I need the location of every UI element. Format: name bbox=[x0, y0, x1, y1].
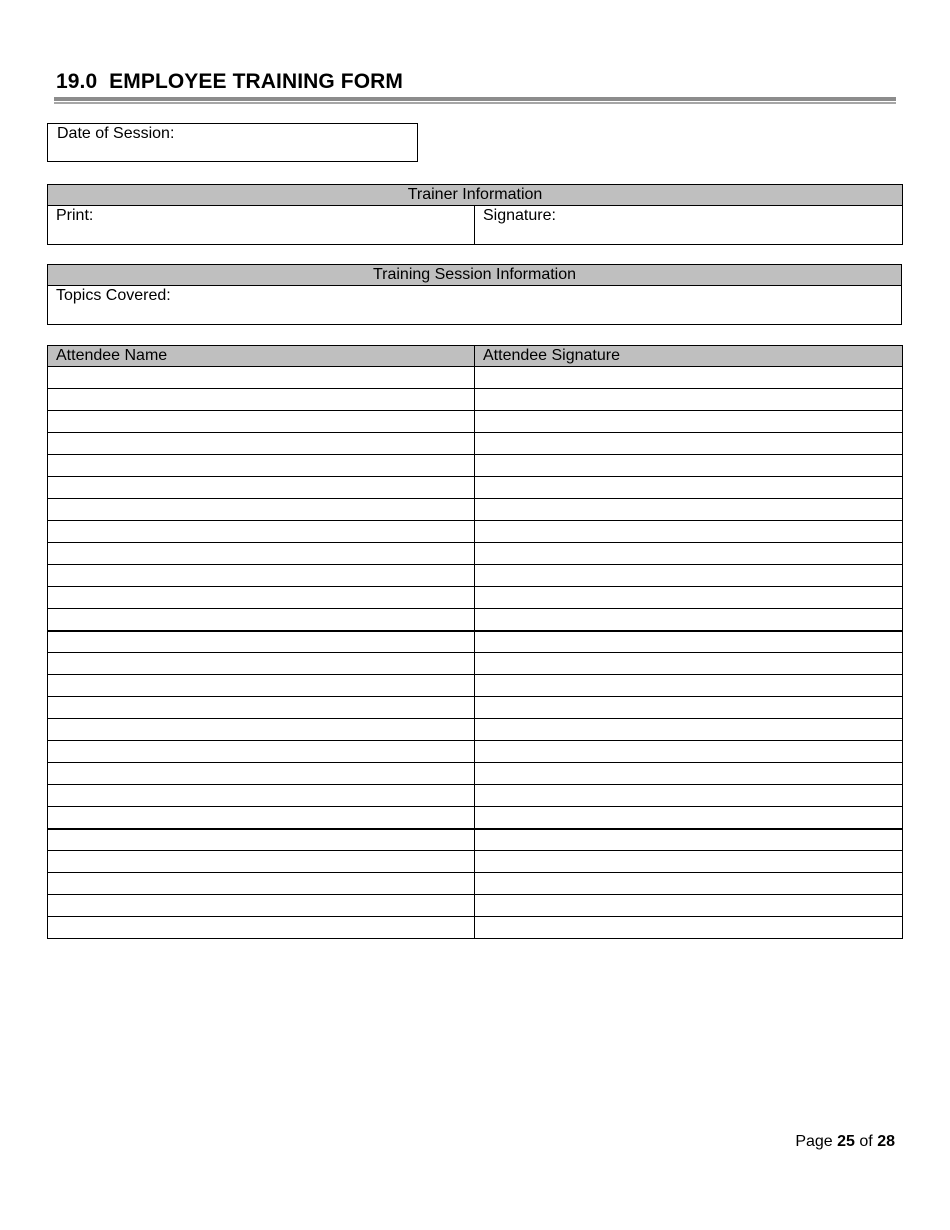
attendee-signature-cell[interactable] bbox=[475, 895, 903, 917]
attendee-row bbox=[48, 917, 903, 939]
attendee-name-cell[interactable] bbox=[48, 763, 475, 785]
attendee-row bbox=[48, 389, 903, 411]
attendee-row bbox=[48, 653, 903, 675]
attendee-signature-cell[interactable] bbox=[475, 521, 903, 543]
attendee-name-cell[interactable] bbox=[48, 697, 475, 719]
attendee-row bbox=[48, 697, 903, 719]
attendee-name-cell[interactable] bbox=[48, 411, 475, 433]
attendee-signature-cell[interactable] bbox=[475, 499, 903, 521]
attendee-name-cell[interactable] bbox=[48, 851, 475, 873]
page-title: 19.0 EMPLOYEE TRAINING FORM bbox=[56, 70, 404, 93]
attendee-row bbox=[48, 411, 903, 433]
date-of-session-label: Date of Session: bbox=[57, 125, 175, 142]
attendee-name-cell[interactable] bbox=[48, 565, 475, 587]
attendee-name-cell[interactable] bbox=[48, 741, 475, 763]
attendee-signature-cell[interactable] bbox=[475, 543, 903, 565]
attendee-name-cell[interactable] bbox=[48, 433, 475, 455]
attendee-row bbox=[48, 367, 903, 389]
page-total: 28 bbox=[877, 1133, 895, 1150]
trainer-information-table bbox=[47, 184, 903, 245]
attendee-name-cell[interactable] bbox=[48, 367, 475, 389]
attendee-row bbox=[48, 785, 903, 807]
attendee-signature-cell[interactable] bbox=[475, 587, 903, 609]
attendee-row bbox=[48, 587, 903, 609]
attendee-signature-cell[interactable] bbox=[475, 631, 903, 653]
attendee-name-cell[interactable] bbox=[48, 543, 475, 565]
attendee-signature-cell[interactable] bbox=[475, 873, 903, 895]
attendee-name-cell[interactable] bbox=[48, 785, 475, 807]
attendee-signature-column-header: Attendee Signature bbox=[475, 346, 903, 367]
training-session-table bbox=[47, 264, 902, 325]
attendee-row bbox=[48, 499, 903, 521]
attendee-signature-cell[interactable] bbox=[475, 807, 903, 829]
attendee-signature-cell[interactable] bbox=[475, 829, 903, 851]
attendee-row bbox=[48, 829, 903, 851]
attendee-row bbox=[48, 433, 903, 455]
attendee-row bbox=[48, 565, 903, 587]
attendee-name-cell[interactable] bbox=[48, 653, 475, 675]
attendee-row bbox=[48, 543, 903, 565]
attendee-name-cell[interactable] bbox=[48, 895, 475, 917]
trainer-print-label: Print: bbox=[56, 207, 94, 224]
of-word: of bbox=[859, 1133, 873, 1150]
attendee-signature-cell[interactable] bbox=[475, 741, 903, 763]
attendee-signature-cell[interactable] bbox=[475, 411, 903, 433]
training-session-header: Training Session Information bbox=[48, 265, 902, 286]
attendee-row bbox=[48, 455, 903, 477]
attendee-signature-cell[interactable] bbox=[475, 917, 903, 939]
attendee-name-cell[interactable] bbox=[48, 917, 475, 939]
attendee-name-cell[interactable] bbox=[48, 587, 475, 609]
attendee-signature-cell[interactable] bbox=[475, 851, 903, 873]
attendee-signature-cell[interactable] bbox=[475, 367, 903, 389]
title-rule bbox=[54, 97, 896, 101]
attendee-name-cell[interactable] bbox=[48, 719, 475, 741]
attendee-row bbox=[48, 609, 903, 631]
attendee-signature-cell[interactable] bbox=[475, 697, 903, 719]
attendee-name-cell[interactable] bbox=[48, 609, 475, 631]
attendee-row bbox=[48, 873, 903, 895]
attendee-signature-cell[interactable] bbox=[475, 455, 903, 477]
attendee-signature-cell[interactable] bbox=[475, 609, 903, 631]
attendee-name-column-header: Attendee Name bbox=[48, 346, 475, 367]
attendee-row bbox=[48, 895, 903, 917]
trainer-information-header: Trainer Information bbox=[48, 185, 903, 206]
attendee-name-cell[interactable] bbox=[48, 631, 475, 653]
attendee-rows bbox=[48, 367, 903, 939]
attendee-name-cell[interactable] bbox=[48, 873, 475, 895]
attendee-name-cell[interactable] bbox=[48, 389, 475, 411]
attendee-name-cell[interactable] bbox=[48, 455, 475, 477]
attendee-row bbox=[48, 807, 903, 829]
attendee-row bbox=[48, 851, 903, 873]
attendee-row bbox=[48, 477, 903, 499]
attendee-name-cell[interactable] bbox=[48, 675, 475, 697]
attendee-signature-cell[interactable] bbox=[475, 565, 903, 587]
date-of-session-field[interactable] bbox=[47, 123, 418, 162]
attendee-row bbox=[48, 675, 903, 697]
page-number bbox=[795, 1133, 895, 1151]
attendee-row bbox=[48, 719, 903, 741]
attendee-name-cell[interactable] bbox=[48, 477, 475, 499]
attendee-signature-cell[interactable] bbox=[475, 433, 903, 455]
attendee-table bbox=[47, 345, 903, 939]
trainer-signature-field[interactable] bbox=[475, 206, 903, 245]
attendee-signature-cell[interactable] bbox=[475, 763, 903, 785]
trainer-print-field[interactable] bbox=[48, 206, 475, 245]
attendee-signature-cell[interactable] bbox=[475, 389, 903, 411]
attendee-row bbox=[48, 741, 903, 763]
attendee-signature-cell[interactable] bbox=[475, 477, 903, 499]
page-word: Page bbox=[795, 1133, 833, 1150]
trainer-signature-label: Signature: bbox=[483, 207, 556, 224]
attendee-signature-cell[interactable] bbox=[475, 785, 903, 807]
attendee-name-cell[interactable] bbox=[48, 829, 475, 851]
topics-covered-label: Topics Covered: bbox=[56, 287, 171, 304]
attendee-signature-cell[interactable] bbox=[475, 675, 903, 697]
attendee-row bbox=[48, 521, 903, 543]
attendee-row bbox=[48, 763, 903, 785]
attendee-signature-cell[interactable] bbox=[475, 653, 903, 675]
attendee-name-cell[interactable] bbox=[48, 521, 475, 543]
page-current: 25 bbox=[837, 1133, 855, 1150]
attendee-name-cell[interactable] bbox=[48, 499, 475, 521]
topics-covered-field[interactable] bbox=[48, 286, 902, 325]
attendee-row bbox=[48, 631, 903, 653]
attendee-signature-cell[interactable] bbox=[475, 719, 903, 741]
attendee-name-cell[interactable] bbox=[48, 807, 475, 829]
title-rule-thin bbox=[54, 102, 896, 104]
